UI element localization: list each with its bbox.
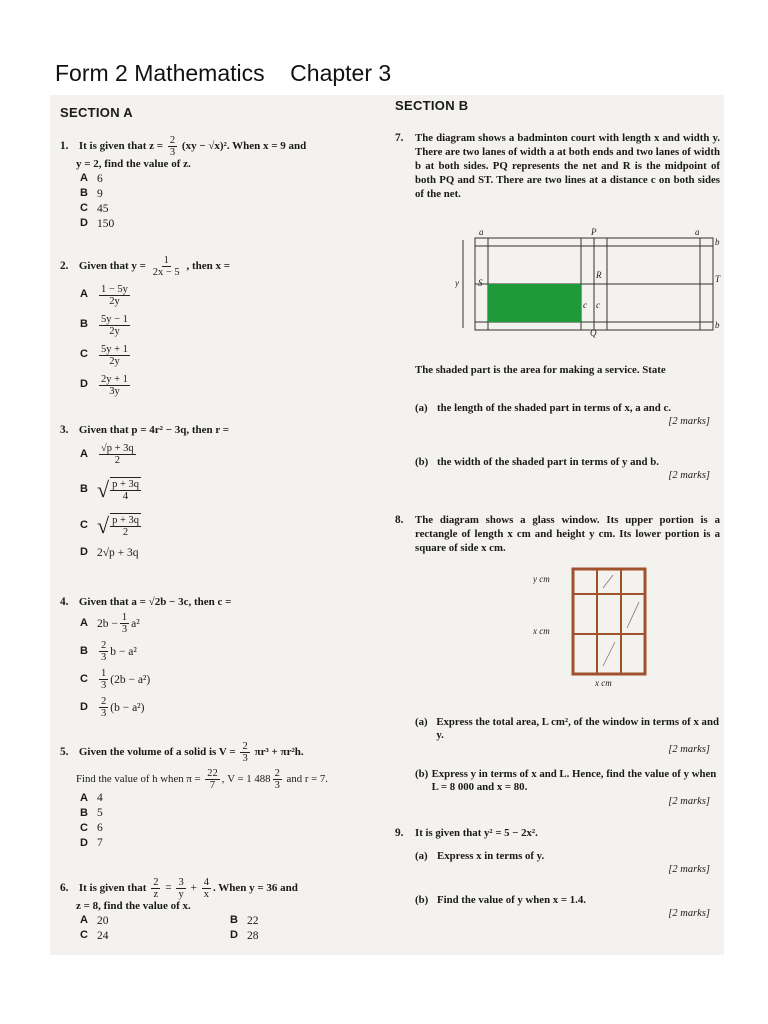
label-r: R bbox=[596, 270, 602, 280]
q9-part-b-marks: [2 marks] bbox=[668, 908, 710, 920]
question-6: 6. It is given that $\frac{2}{z}$ = $\frac{3}{y}$ + $\frac{4}{x}$ . When y = 36 and z = 8, find the value of x. A 20 B 22 C 24 D 28 bbox=[60, 877, 400, 944]
q9-text: It is given that y² = 5 − 2x². bbox=[415, 827, 538, 839]
q4-option-c[interactable]: C $\frac{1}{3}$ (2b − a²) bbox=[80, 668, 151, 692]
q7-part-a: (a) the length of the shaded part in terms of x, a and c. [2 marks] bbox=[395, 396, 720, 429]
q6-text-a: It is given that bbox=[78, 882, 147, 895]
q5-text-a: Given the volume of a solid is V = bbox=[78, 746, 236, 759]
q6-option-c[interactable]: C 24 bbox=[80, 929, 109, 943]
q3-option-d[interactable]: D 2√p + 3q bbox=[80, 545, 139, 559]
q4-option-d[interactable]: D $\frac{2}{3}$ (b − a²) bbox=[80, 696, 145, 720]
q5-text-e: and r = 7. bbox=[286, 773, 329, 786]
q5-option-c[interactable]: C 6 bbox=[80, 821, 103, 835]
q7-number: 7. bbox=[395, 132, 404, 144]
q6-number: 6. bbox=[60, 882, 69, 895]
q6-frac-2: $\frac{3}{y}$ bbox=[178, 877, 184, 901]
q5-v-frac: $\frac{2}{3}$ bbox=[274, 768, 280, 792]
q8-text: The diagram shows a glass window. Its upper portion is a rectangle of length x cm and height y cm. Its lower portion is a square of side x cm. bbox=[415, 514, 720, 555]
service-area-shade bbox=[488, 284, 581, 322]
section-b bbox=[395, 98, 720, 953]
label-x-cm-bottom: x cm bbox=[595, 678, 612, 686]
label-x-cm-side: x cm bbox=[533, 626, 550, 636]
q2-option-a[interactable]: A $\frac{1 - 5y}{2y}$ bbox=[80, 283, 128, 307]
q9-part-a: (a) Express x in terms of y. [2 marks] bbox=[395, 844, 720, 877]
q2-option-c[interactable]: C $\frac{5y + 1}{2y}$ bbox=[80, 343, 128, 367]
label-y-cm: y cm bbox=[533, 574, 550, 584]
q8-number: 8. bbox=[395, 514, 404, 526]
q2-option-b[interactable]: B $\frac{5y - 1}{2y}$ bbox=[80, 313, 128, 337]
q4-text: Given that a = √2b − 3c, then c = bbox=[78, 596, 232, 608]
q8-part-b-marks: [2 marks] bbox=[668, 795, 710, 807]
section-a bbox=[60, 105, 400, 955]
q5-number: 5. bbox=[60, 746, 69, 759]
scanned-worksheet bbox=[50, 95, 724, 955]
q5-option-a[interactable]: A 4 bbox=[80, 791, 103, 805]
label-s: S bbox=[478, 278, 483, 288]
section-a-heading: SECTION A bbox=[60, 105, 134, 120]
glass-window-diagram bbox=[533, 566, 653, 686]
q6-option-a[interactable]: A 20 bbox=[80, 914, 109, 928]
q6-option-d[interactable]: D 28 bbox=[230, 929, 259, 943]
q7-text: The diagram shows a badminton court with length x and width y. There are two lanes of width a at both ends and two lanes of width b at both sides. PQ represents the net and R is the midpoint of both PQ and ST. There are two lines at a distance c on both sides of the net. bbox=[415, 132, 720, 201]
q9-number: 9. bbox=[395, 827, 404, 839]
q6-option-b[interactable]: B 22 bbox=[230, 914, 259, 928]
q2-text-a: Given that y = bbox=[78, 260, 146, 273]
q2-option-d[interactable]: D $\frac{2y + 1}{3y}$ bbox=[80, 373, 128, 397]
question-1 bbox=[60, 135, 400, 232]
q6-text-c: z = 8, find the value of x. bbox=[76, 900, 191, 913]
q1-option-d[interactable]: D 150 bbox=[80, 217, 115, 231]
q3-number: 3. bbox=[60, 424, 69, 436]
badminton-court-diagram bbox=[455, 226, 724, 338]
q1-options bbox=[60, 172, 400, 232]
q1-option-a[interactable]: A 6 bbox=[80, 172, 103, 186]
q8-part-b: (b) Express y in terms of x and L. Hence, find the value of y when L = 8 000 and x = 80. [2 marks] bbox=[395, 762, 720, 808]
q5-text-c: Find the value of h when π = bbox=[76, 773, 201, 786]
q9-part-a-marks: [2 marks] bbox=[668, 864, 710, 876]
q1-number: 1. bbox=[60, 140, 69, 153]
q6-frac-1: $\frac{2}{z}$ bbox=[153, 877, 159, 901]
q7-note: The shaded part is the area for making a service. State bbox=[415, 364, 666, 376]
question-4 bbox=[60, 595, 400, 722]
question-7 bbox=[395, 131, 720, 201]
label-p: P bbox=[591, 227, 597, 237]
q3-text: Given that p = 4r² − 3q, then r = bbox=[78, 424, 230, 436]
question-3 bbox=[60, 423, 400, 562]
label-c-left: c bbox=[583, 300, 587, 310]
question-9 bbox=[395, 826, 720, 840]
q3-option-a[interactable]: A $\frac{√p + 3q}{2}$ bbox=[80, 443, 134, 467]
q2-text-b: , then x = bbox=[186, 260, 231, 273]
q6-text-b: . When y = 36 and bbox=[213, 882, 298, 895]
q8-part-a-marks: [2 marks] bbox=[668, 743, 710, 755]
q8-part-a: (a) Express the total area, L cm², of the window in terms of x and y. [2 marks] bbox=[395, 710, 720, 756]
q1-option-c[interactable]: C 45 bbox=[80, 202, 109, 216]
label-t: T bbox=[715, 274, 721, 284]
document-title: Form 2 Mathematics Chapter 3 bbox=[55, 60, 392, 86]
q6-frac-3: $\frac{4}{x}$ bbox=[203, 877, 209, 901]
q4-option-b[interactable]: B $\frac{2}{3}$ b − a² bbox=[80, 640, 137, 664]
q1-text-c: y = 2, find the value of z. bbox=[76, 158, 191, 171]
q5-pi-frac: $\frac{22}{7}$ bbox=[207, 768, 218, 792]
label-a-right: a bbox=[695, 227, 700, 237]
q5-text-b: πr³ + πr²h. bbox=[254, 746, 304, 759]
q3-option-b[interactable]: B √ $\frac{p + 3q}{4}$ bbox=[80, 476, 139, 503]
question-2 bbox=[60, 255, 400, 400]
q9-part-b: (b) Find the value of y when x = 1.4. [2 marks] bbox=[395, 888, 720, 921]
q4-option-a[interactable]: A 2b − $\frac{1}{3}$ a² bbox=[80, 612, 140, 636]
q5-frac: $\frac{2}{3}$ bbox=[242, 741, 248, 765]
label-a-left: a bbox=[479, 227, 484, 237]
q2-fraction: $\frac{1}{2x - 5}$ bbox=[152, 255, 180, 279]
q7-part-b-marks: [2 marks] bbox=[668, 470, 710, 482]
q5-option-d[interactable]: D 7 bbox=[80, 836, 103, 850]
q1-text-a: It is given that z = bbox=[78, 140, 164, 153]
q7-part-b: (b) the width of the shaded part in terms of y and b. [2 marks] bbox=[395, 450, 720, 483]
question-5 bbox=[60, 741, 400, 851]
q3-option-c[interactable]: C √ $\frac{p + 3q}{2}$ bbox=[80, 512, 139, 539]
label-c-right: c bbox=[596, 300, 600, 310]
label-y: y bbox=[455, 278, 459, 288]
q5-option-b[interactable]: B 5 bbox=[80, 806, 103, 820]
q5-text-d: , V = 1 488 bbox=[221, 773, 271, 786]
label-b-top: b bbox=[715, 237, 720, 247]
label-q: Q bbox=[590, 328, 597, 338]
q4-number: 4. bbox=[60, 596, 69, 608]
section-b-heading: SECTION B bbox=[395, 98, 469, 113]
label-b-bottom: b bbox=[715, 320, 720, 330]
q7-part-a-marks: [2 marks] bbox=[668, 416, 710, 428]
q1-text-b: (xy − √x)². When x = 9 and bbox=[181, 140, 307, 153]
question-8 bbox=[395, 513, 720, 555]
q2-number: 2. bbox=[60, 260, 69, 273]
q1-fraction: $\frac{2}{3}$ bbox=[169, 135, 176, 159]
q1-option-b[interactable]: B 9 bbox=[80, 187, 103, 201]
